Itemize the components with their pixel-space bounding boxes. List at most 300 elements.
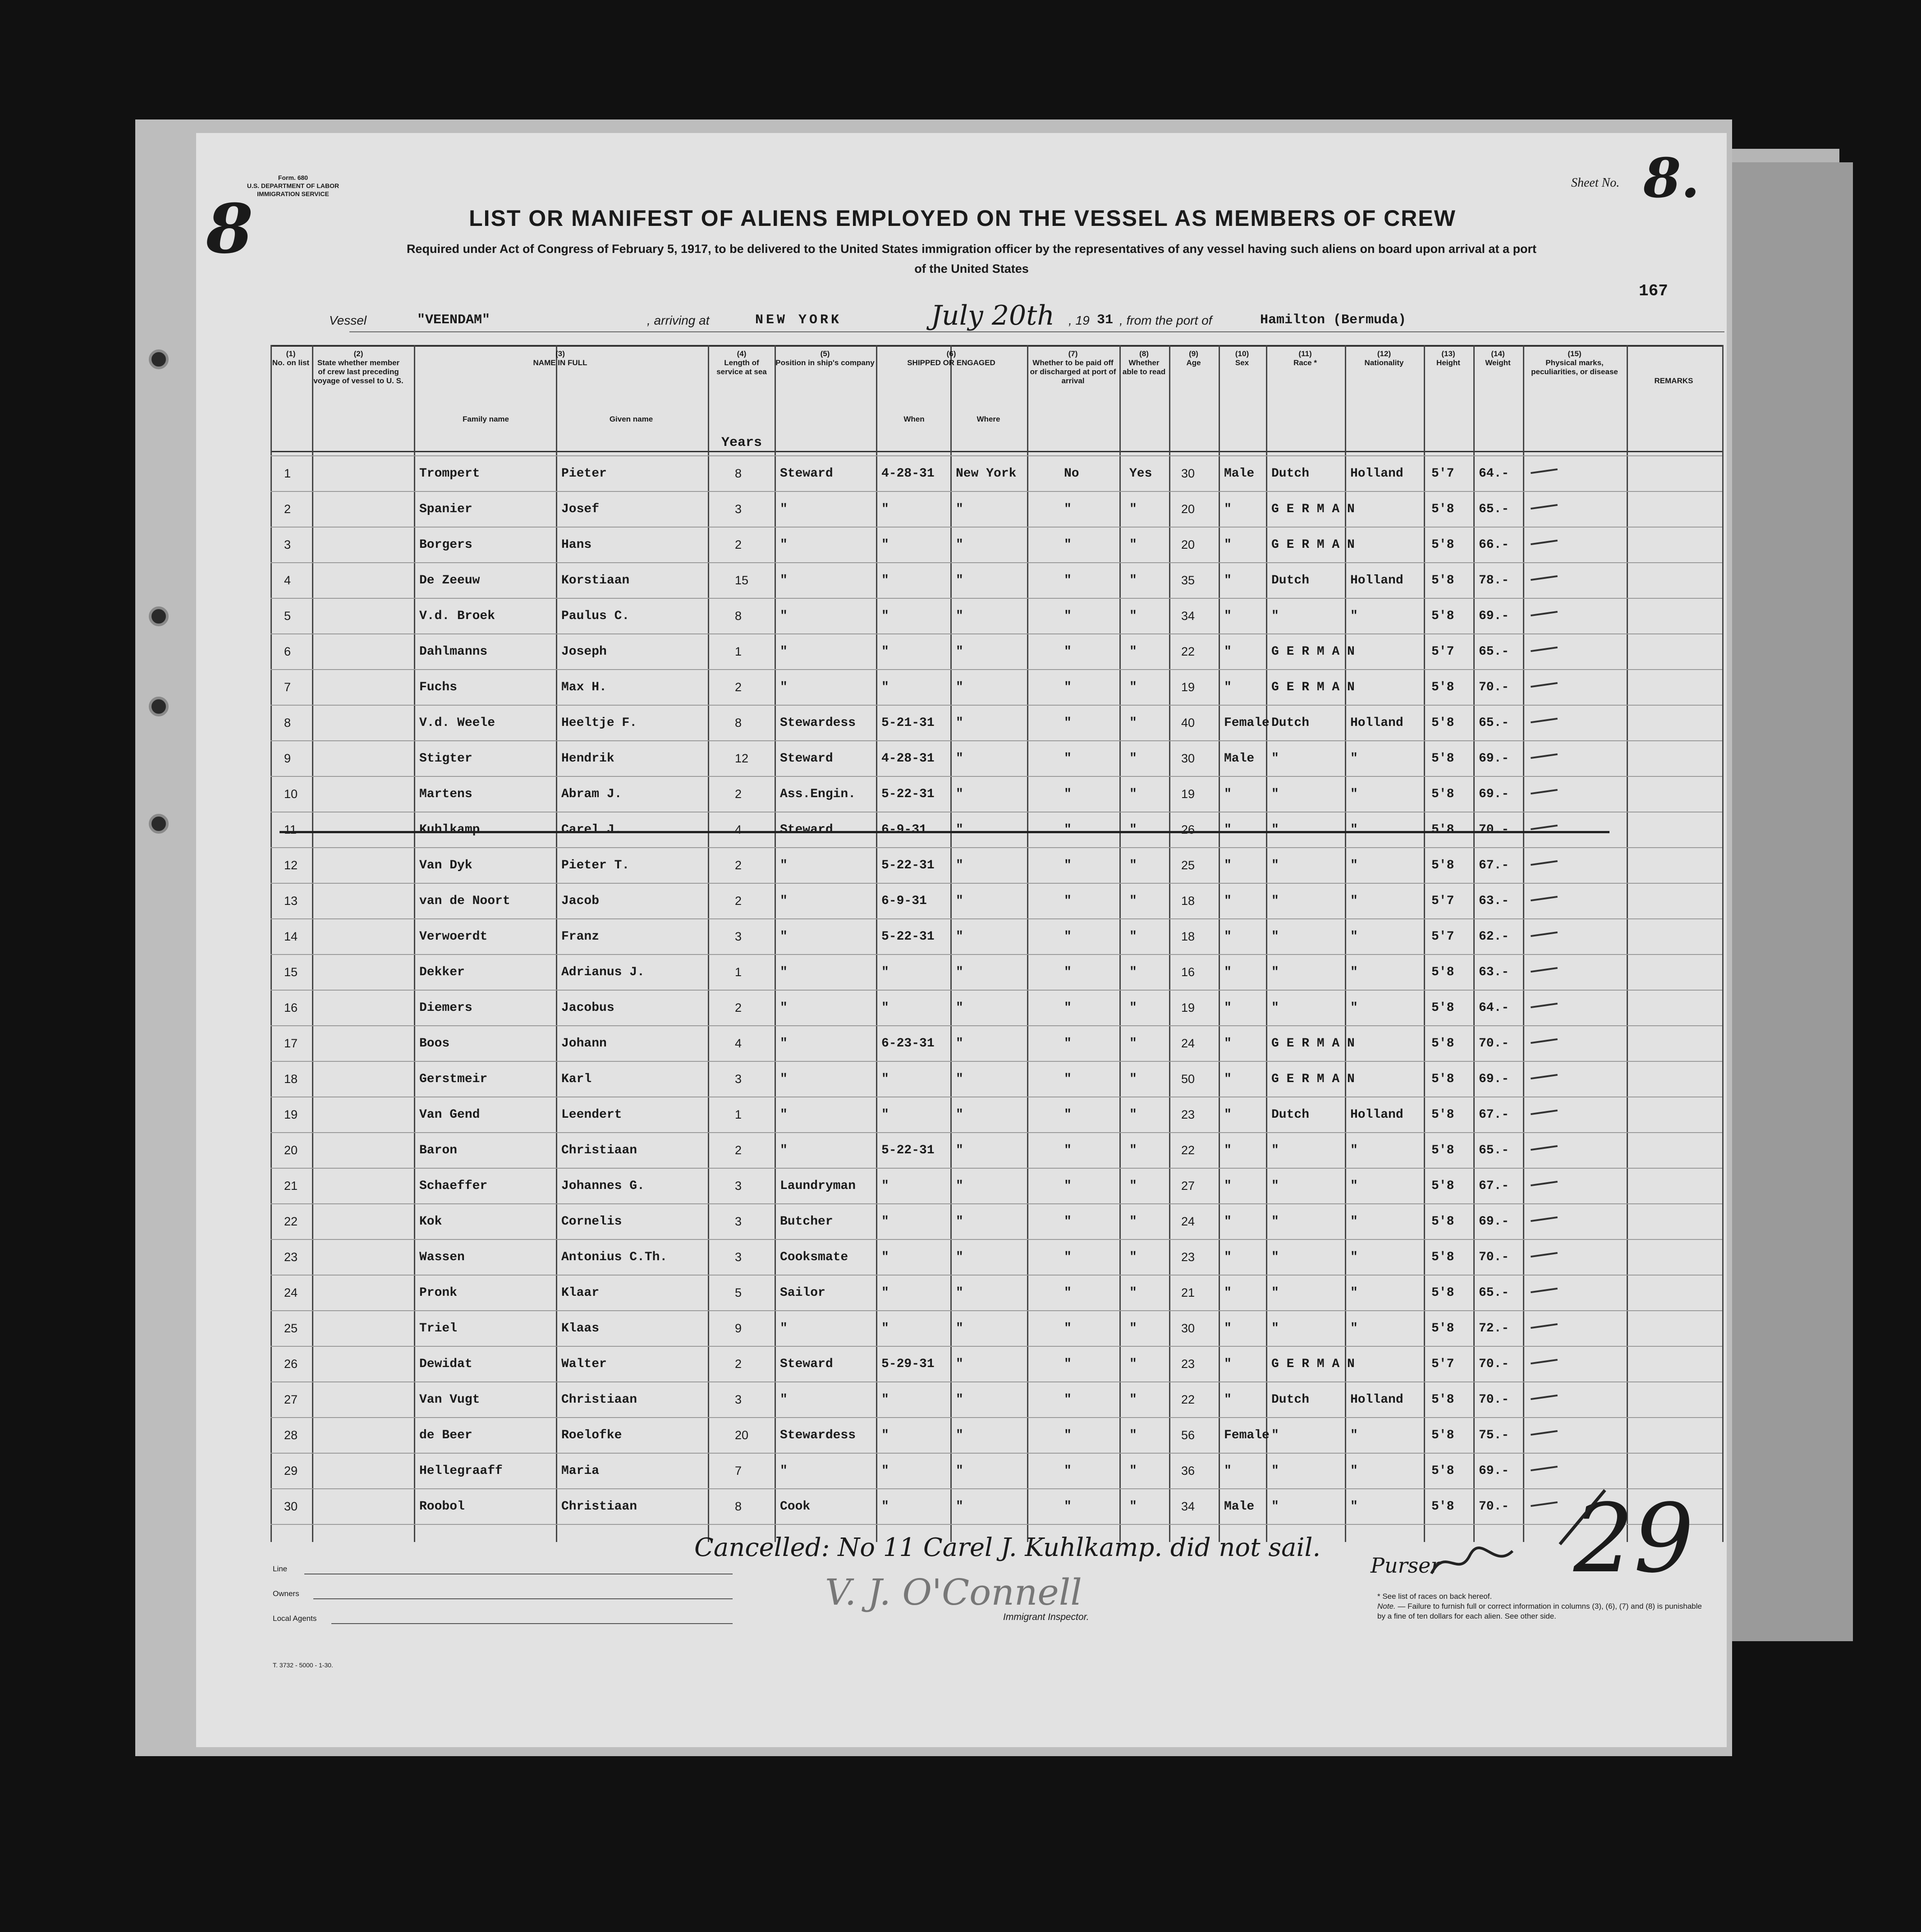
fine-note: Note. — Failure to furnish full or correct information in columns (3), (6), (7) and (8) is punishable by a fine of ten dollars for each alien. See other side. [1377, 1602, 1702, 1620]
physical-marks-dash [1531, 575, 1558, 581]
col9-header: (9) Age [1186, 349, 1201, 367]
cell-position: " [780, 538, 788, 552]
cell-where: " [956, 1286, 963, 1300]
cell-when: 5-22-31 [881, 787, 935, 801]
physical-marks-dash [1531, 1003, 1558, 1008]
cell-sex: " [1224, 1037, 1232, 1051]
cell-nat: " [1350, 609, 1358, 623]
cell-where: " [956, 716, 963, 730]
cell-age: 30 [1181, 752, 1195, 765]
col10-header: (10) Sex [1235, 349, 1249, 367]
cell-race: Dutch [1271, 1108, 1310, 1122]
cell-family: V.d. Broek [419, 609, 495, 623]
physical-marks-dash [1531, 1323, 1558, 1329]
cell-paid: " [1064, 1428, 1072, 1442]
cell-height: 5'8 [1431, 538, 1454, 552]
cell-position: " [780, 858, 788, 872]
cell-given: Johannes G. [561, 1179, 645, 1193]
cell-height: 5'8 [1431, 752, 1454, 766]
cell-weight: 70.- [1479, 1357, 1509, 1371]
cell-height: 5'8 [1431, 680, 1454, 694]
cell-no: 5 [284, 609, 291, 623]
cell-age: 19 [1181, 1001, 1195, 1014]
cell-race: Dutch [1271, 716, 1310, 730]
cell-weight: 63.- [1479, 965, 1509, 979]
cell-height: 5'8 [1431, 502, 1454, 516]
cell-race: " [1271, 930, 1279, 944]
cell-height: 5'8 [1431, 609, 1454, 623]
cell-weight: 70.- [1479, 680, 1509, 694]
cell-age: 21 [1181, 1286, 1195, 1299]
purser-signature [1427, 1542, 1517, 1583]
col14-header: (14) Weight [1485, 349, 1511, 367]
cell-height: 5'8 [1431, 1001, 1454, 1015]
cell-given: Josef [561, 502, 600, 516]
cell-no: 28 [284, 1428, 298, 1442]
physical-marks-dash [1531, 1288, 1558, 1293]
cell-age: 40 [1181, 716, 1195, 730]
cell-given: Adrianus J. [561, 965, 645, 979]
cell-race: " [1271, 752, 1279, 766]
cell-read: " [1129, 574, 1137, 587]
cell-weight: 70.- [1479, 1250, 1509, 1264]
arriving-label: , arriving at [647, 313, 710, 327]
row-rule [270, 598, 1722, 599]
cell-sex: " [1224, 858, 1232, 872]
physical-marks-dash [1531, 1430, 1558, 1436]
cell-where: " [956, 538, 963, 552]
cell-read: " [1129, 1143, 1137, 1157]
cell-years: 8 [735, 1500, 742, 1513]
row-rule [270, 954, 1722, 955]
row-rule [270, 1275, 1722, 1276]
cell-paid: " [1064, 1037, 1072, 1051]
row-rule [270, 1310, 1722, 1311]
cell-nat: " [1350, 894, 1358, 908]
cell-no: 3 [284, 538, 291, 551]
cell-years: 20 [735, 1428, 749, 1442]
physical-marks-dash [1531, 1395, 1558, 1400]
cell-age: 36 [1181, 1464, 1195, 1478]
cell-paid: " [1064, 1001, 1072, 1015]
cell-read: Yes [1129, 467, 1152, 481]
physical-marks-dash [1531, 468, 1558, 474]
vessel-line-rule [349, 331, 1724, 332]
cell-when: " [881, 1500, 889, 1514]
cell-given: Pieter [561, 467, 607, 481]
cell-nat: " [1350, 1143, 1358, 1157]
form-sheet [196, 133, 1727, 1747]
cell-position: Steward [780, 1357, 833, 1371]
cell-age: 24 [1181, 1215, 1195, 1228]
cell-where: " [956, 1108, 963, 1122]
cell-age: 20 [1181, 502, 1195, 516]
cell-race: " [1271, 1250, 1279, 1264]
cell-years: 3 [735, 1215, 742, 1228]
cell-sex: " [1224, 538, 1232, 552]
cell-years: 3 [735, 930, 742, 943]
row-rule [270, 1061, 1722, 1062]
row-rule [270, 1025, 1722, 1026]
cell-read: " [1129, 1215, 1137, 1229]
cell-when: 6-9-31 [881, 894, 927, 908]
col4-header: (4) Length of service at sea [716, 349, 767, 376]
line-label: Line [273, 1565, 288, 1573]
cell-weight: 65.- [1479, 1143, 1509, 1157]
cell-height: 5'8 [1431, 1143, 1454, 1157]
purser-label: Purser [1371, 1553, 1441, 1578]
cell-no: 21 [284, 1179, 298, 1193]
cell-nat: " [1350, 1215, 1358, 1229]
physical-marks-dash [1531, 718, 1558, 723]
cell-sex: " [1224, 965, 1232, 979]
cell-race: " [1271, 787, 1279, 801]
header-bottom-rule [270, 451, 1722, 452]
cell-years: 1 [735, 965, 742, 979]
physical-marks-dash [1531, 504, 1558, 509]
cell-where: " [956, 823, 963, 837]
cell-no: 17 [284, 1037, 298, 1050]
cell-family: Fuchs [419, 680, 458, 694]
cell-height: 5'8 [1431, 858, 1454, 872]
cell-height: 5'8 [1431, 1428, 1454, 1442]
cell-years: 9 [735, 1322, 742, 1335]
cell-paid: " [1064, 1215, 1072, 1229]
cell-no: 14 [284, 930, 298, 943]
cell-years: 2 [735, 538, 742, 551]
cell-height: 5'8 [1431, 716, 1454, 730]
punch-hole [149, 697, 169, 716]
cell-family: Verwoerdt [419, 930, 488, 944]
cell-when: " [881, 1464, 889, 1478]
cell-when: " [881, 502, 889, 516]
cell-age: 19 [1181, 787, 1195, 801]
physical-marks-dash [1531, 1216, 1558, 1222]
column-rule [1627, 345, 1628, 1542]
remarks-header: REMARKS [1654, 376, 1693, 385]
arrival-port: NEW YORK [755, 312, 842, 328]
cell-position: " [780, 502, 788, 516]
cell-sex: " [1224, 1322, 1232, 1335]
cell-years: 2 [735, 894, 742, 908]
physical-marks-dash [1531, 932, 1558, 937]
cell-where: " [956, 858, 963, 872]
cell-position: Sailor [780, 1286, 825, 1300]
cell-nat: " [1350, 930, 1358, 944]
cell-paid: " [1064, 1286, 1072, 1300]
row-rule [270, 1453, 1722, 1454]
cell-height: 5'7 [1431, 894, 1454, 908]
cell-given: Antonius C.Th. [561, 1250, 668, 1264]
cell-age: 23 [1181, 1250, 1195, 1264]
cell-family: Roobol [419, 1500, 465, 1514]
cell-race: Dutch [1271, 574, 1310, 587]
cell-position: " [780, 1001, 788, 1015]
page-title: LIST OR MANIFEST OF ALIENS EMPLOYED ON THE VESSEL AS MEMBERS OF CREW [469, 206, 1456, 231]
cell-race: " [1271, 858, 1279, 872]
cell-position: Butcher [780, 1215, 833, 1229]
column-rule [1473, 345, 1475, 1542]
cell-years: 3 [735, 1072, 742, 1086]
col5-header: (5) Position in ship's company [775, 349, 875, 367]
cell-age: 23 [1181, 1108, 1195, 1121]
cell-when: 4-28-31 [881, 752, 935, 766]
cell-given: Hendrik [561, 752, 614, 766]
cell-height: 5'8 [1431, 1464, 1454, 1478]
cell-age: 22 [1181, 1393, 1195, 1406]
cell-when: 5-22-31 [881, 930, 935, 944]
cell-no: 9 [284, 752, 291, 765]
cell-race: " [1271, 1215, 1279, 1229]
cell-height: 5'8 [1431, 1250, 1454, 1264]
cell-where: " [956, 1428, 963, 1442]
cell-when: 4-28-31 [881, 467, 935, 481]
cell-weight: 72.- [1479, 1322, 1509, 1335]
department-name: U.S. DEPARTMENT OF LABOR [247, 182, 339, 189]
cell-paid: " [1064, 1072, 1072, 1086]
cell-weight: 62.- [1479, 930, 1509, 944]
cell-read: " [1129, 1179, 1137, 1193]
cell-race: " [1271, 965, 1279, 979]
cell-age: 19 [1181, 680, 1195, 694]
cell-given: Johann [561, 1037, 607, 1051]
cell-read: " [1129, 1286, 1137, 1300]
cell-where: " [956, 1001, 963, 1015]
punch-hole [149, 606, 169, 626]
physical-marks-dash [1531, 789, 1558, 794]
cell-nat: " [1350, 1250, 1358, 1264]
cell-nat: Holland [1350, 1393, 1403, 1407]
cell-given: Franz [561, 930, 600, 944]
cell-where: " [956, 1393, 963, 1407]
cell-sex: " [1224, 645, 1232, 659]
cell-years: 2 [735, 1143, 742, 1157]
cell-sex: Female [1224, 1428, 1270, 1442]
row-rule [270, 1381, 1722, 1382]
departure-port: Hamilton (Bermuda) [1260, 312, 1407, 328]
cell-years: 2 [735, 680, 742, 694]
cell-read: " [1129, 1428, 1137, 1442]
cell-when: " [881, 609, 889, 623]
cell-read: " [1129, 787, 1137, 801]
given-name-header: Given name [609, 415, 653, 423]
cell-paid: " [1064, 538, 1072, 552]
cell-age: 35 [1181, 574, 1195, 587]
cell-weight: 65.- [1479, 645, 1509, 659]
cell-when: " [881, 1250, 889, 1264]
physical-marks-dash [1531, 1038, 1558, 1044]
physical-marks-dash [1531, 1074, 1558, 1079]
cell-no: 6 [284, 645, 291, 658]
cell-given: Pieter T. [561, 858, 630, 872]
cell-height: 5'8 [1431, 1286, 1454, 1300]
cell-when: 6-9-31 [881, 823, 927, 837]
cell-years: 3 [735, 1250, 742, 1264]
cell-race: G E R M A N [1271, 538, 1355, 552]
cell-when: 5-21-31 [881, 716, 935, 730]
cell-age: 34 [1181, 609, 1195, 623]
cell-no: 11 [284, 823, 297, 836]
cell-years: 4 [735, 1037, 742, 1050]
cell-nat: Holland [1350, 1108, 1403, 1122]
cell-paid: No [1064, 467, 1079, 481]
cell-where: " [956, 1250, 963, 1264]
cell-race: G E R M A N [1271, 1072, 1355, 1086]
cell-weight: 69.- [1479, 787, 1509, 801]
cell-where: " [956, 1143, 963, 1157]
physical-marks-dash [1531, 896, 1558, 901]
cell-paid: " [1064, 645, 1072, 659]
cell-when: " [881, 1428, 889, 1442]
cell-weight: 70.- [1479, 1393, 1509, 1407]
cell-race: " [1271, 1500, 1279, 1514]
cell-nat: " [1350, 858, 1358, 872]
row-rule [270, 1239, 1722, 1240]
cell-read: " [1129, 645, 1137, 659]
row-rule [270, 1488, 1722, 1489]
row-rule [270, 527, 1722, 528]
column-rule [1027, 345, 1028, 1542]
cell-no: 19 [284, 1108, 298, 1121]
cell-height: 5'8 [1431, 823, 1454, 837]
cell-read: " [1129, 1250, 1137, 1264]
cell-given: Heeltje F. [561, 716, 637, 730]
physical-marks-dash [1531, 1110, 1558, 1115]
cell-no: 23 [284, 1250, 298, 1264]
physical-marks-dash [1531, 1181, 1558, 1186]
cell-position: " [780, 680, 788, 694]
cell-read: " [1129, 1001, 1137, 1015]
cell-sex: " [1224, 1286, 1232, 1300]
punch-hole [149, 814, 169, 834]
cell-when: 5-22-31 [881, 1143, 935, 1157]
cell-read: " [1129, 965, 1137, 979]
cell-position: Steward [780, 752, 833, 766]
cell-race: " [1271, 1143, 1279, 1157]
year-prefix: , 19 [1068, 313, 1090, 327]
col13-header: (13) Height [1436, 349, 1460, 367]
cell-weight: 67.- [1479, 858, 1509, 872]
cell-years: 8 [735, 716, 742, 730]
cell-paid: " [1064, 502, 1072, 516]
physical-marks-dash [1531, 540, 1558, 545]
owners-label: Owners [273, 1589, 299, 1598]
subtitle-line-2: of the United States [914, 262, 1029, 275]
row-rule [270, 1168, 1722, 1169]
cell-sex: " [1224, 787, 1232, 801]
cell-sex: " [1224, 930, 1232, 944]
cell-where: " [956, 1179, 963, 1193]
sheet-label: Sheet No. [1571, 176, 1620, 190]
punch-hole [149, 349, 169, 369]
cell-where: " [956, 645, 963, 659]
cell-race: G E R M A N [1271, 645, 1355, 659]
cell-read: " [1129, 1357, 1137, 1371]
cell-given: Korstiaan [561, 574, 630, 587]
row-rule [270, 455, 1722, 456]
cell-family: Kuhlkamp [419, 823, 480, 837]
strikethrough-line [280, 831, 1609, 833]
cell-weight: 69.- [1479, 752, 1509, 766]
column-rule [270, 345, 272, 1542]
cell-paid: " [1064, 1179, 1072, 1193]
row-rule [270, 633, 1722, 634]
physical-marks-dash [1531, 1359, 1558, 1364]
cell-given: Karl [561, 1072, 592, 1086]
cell-position: " [780, 1322, 788, 1335]
cell-family: de Beer [419, 1428, 472, 1442]
cell-read: " [1129, 1464, 1137, 1478]
cell-position: Steward [780, 823, 833, 837]
cell-paid: " [1064, 1357, 1072, 1371]
cell-family: Van Dyk [419, 858, 472, 872]
cell-paid: " [1064, 823, 1072, 837]
footnote-block [1377, 1592, 1706, 1621]
cell-age: 30 [1181, 467, 1195, 480]
column-rule [708, 345, 709, 1542]
cell-no: 30 [284, 1500, 298, 1513]
cell-where: " [956, 787, 963, 801]
cell-no: 29 [284, 1464, 298, 1478]
physical-marks-dash [1531, 753, 1558, 759]
cell-race: " [1271, 823, 1279, 837]
cell-where: " [956, 574, 963, 587]
cell-family: Pronk [419, 1286, 458, 1300]
cell-where: " [956, 965, 963, 979]
cell-when: " [881, 574, 889, 587]
col7-header: (7) Whether to be paid off or discharged at port of arrival [1030, 349, 1116, 385]
cell-where: New York [956, 467, 1017, 481]
row-rule [270, 740, 1722, 741]
cell-when: 6-23-31 [881, 1037, 935, 1051]
cell-given: Jacob [561, 894, 600, 908]
cell-position: " [780, 1072, 788, 1086]
cell-height: 5'8 [1431, 965, 1454, 979]
cell-height: 5'7 [1431, 645, 1454, 659]
cell-race: " [1271, 1428, 1279, 1442]
cell-where: " [956, 1357, 963, 1371]
row-rule [270, 1203, 1722, 1204]
cell-no: 8 [284, 716, 291, 730]
cell-position: Cook [780, 1500, 811, 1514]
cell-given: Carel J. [561, 823, 622, 837]
cell-weight: 69.- [1479, 1215, 1509, 1229]
cell-height: 5'8 [1431, 1108, 1454, 1122]
cell-weight: 70.- [1479, 1037, 1509, 1051]
cell-read: " [1129, 1322, 1137, 1335]
cell-race: " [1271, 1286, 1279, 1300]
col15-header: (15) Physical marks, peculiarities, or disease [1531, 349, 1618, 376]
column-rule [312, 345, 313, 1542]
col12-header: (12) Nationality [1364, 349, 1404, 367]
cell-age: 34 [1181, 1500, 1195, 1513]
cell-sex: " [1224, 609, 1232, 623]
cell-nat: " [1350, 752, 1358, 766]
cell-height: 5'8 [1431, 1179, 1454, 1193]
cell-weight: 67.- [1479, 1179, 1509, 1193]
physical-marks-dash [1531, 611, 1558, 616]
cell-sex: " [1224, 574, 1232, 587]
cell-years: 2 [735, 1357, 742, 1371]
cell-sex: " [1224, 1215, 1232, 1229]
print-code: T. 3732 - 5000 - 1-30. [273, 1661, 333, 1669]
cell-no: 22 [284, 1215, 298, 1228]
cell-when: 5-22-31 [881, 858, 935, 872]
cell-family: Baron [419, 1143, 458, 1157]
row-rule [270, 1346, 1722, 1347]
cell-where: " [956, 894, 963, 908]
cell-age: 18 [1181, 930, 1195, 943]
